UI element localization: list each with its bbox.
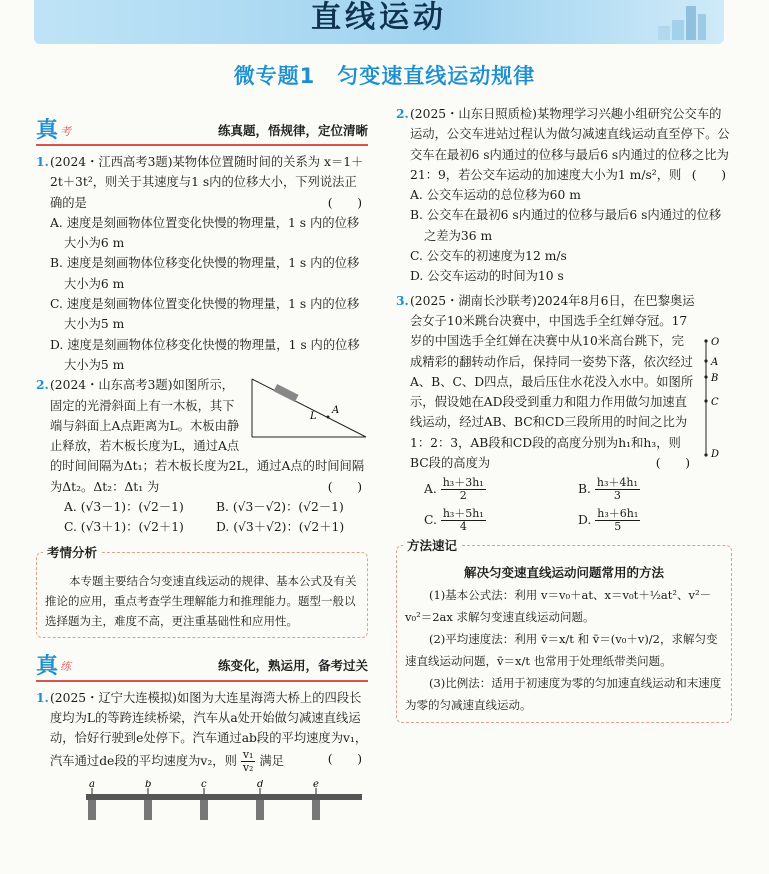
question-text: (2024・江西高考3题)某物体位置随时间的关系为 x＝1＋2t＋3t²，则关于其速度与1 s内的位移大小，下列说法正确的是 <box>50 155 364 210</box>
option-fraction <box>441 508 486 533</box>
fraction-numerator: h₃＋3h₁ <box>442 476 484 490</box>
question-text: (2025・山东日照质检)某物理学习兴趣小组研究公交车的运动，公交车进站过程认为做匀减速直线运动直至停下。公交车在最初6 s内通过的位移与最后6 s内通过的位移之比为21：9，若公交车运动的加速度大小为1 m/s²，则 <box>410 107 730 182</box>
question-text: (2025・湖南长沙联考)2024年8月6日，在巴黎奥运会女子10米跳台决赛中，中国选手全红婵夺冠。17岁的中国选手全红婵在决赛中从10米高台跳下，完成精彩的翻转动作后，保持同一姿势下落，依次经过A、B、C、D四点，最后压住水花没入水中。如图所示，假设她在AD段受到重力和阻力作用做匀加速直线运动，经过AB、BC和CD三段所用的时间之比为1：2：3，AB段和CD段的高度分别为h₁和h₃，则BC段的高度为 <box>410 293 695 471</box>
option-a: A. (√3－1)：(√2－1) <box>64 500 184 515</box>
option-d <box>578 508 732 533</box>
question-2 <box>36 375 368 537</box>
method-p2: (2)平均速度法：利用 v̄＝x/t 和 v̄＝(v₀＋v)/2，求解匀变速直线运动问题，v̄＝x/t 也常用于处理纸带类问题。 <box>405 632 718 669</box>
question-text: (2025・辽宁大连模拟)如图为大连星海湾大桥上的四段长度均为L的等跨连续桥梁，汽车从a处开始做匀减速直线运动，恰好行驶到e处停下。汽车通过ab段的平均速度为v₁，汽车通过de段的平均速度为v₂，则 <box>50 690 368 768</box>
section-slogan: 练真题，悟规律，定位清晰 <box>217 122 368 138</box>
method-p3: (3)比例法：适用于初速度为零的匀加速直线运动和末速度为零的匀减速直线运动。 <box>405 676 722 713</box>
option-c: C. 速度是刻画物体位置变化快慢的物理量，1 s 内的位移大小为5 m <box>50 297 360 332</box>
option-d: D. 速度是刻画物体位移变化快慢的物理量，1 s 内的位移大小为5 m <box>50 337 360 372</box>
option-d: D. 公交车运动的时间为10 s <box>410 269 564 284</box>
fraction-numerator: h₃＋4h₁ <box>596 476 638 490</box>
fraction-numerator: v₁ <box>242 747 254 761</box>
option-c: C. 公交车的初速度为12 m/s <box>410 249 567 264</box>
fraction-denominator: 4 <box>459 520 467 534</box>
point-d: D <box>711 448 720 459</box>
answer-paren: ( ) <box>327 751 362 766</box>
point-a: a <box>89 779 95 790</box>
option-b <box>578 477 732 502</box>
fraction-numerator: h₃＋5h₁ <box>442 507 484 521</box>
section-header-zhenkao <box>36 116 368 146</box>
point-d: d <box>257 779 264 790</box>
option-b: B. 公交车在最初6 s内通过的位移与最后6 s内通过的位移之差为36 m <box>410 208 722 243</box>
analysis-box <box>36 544 368 638</box>
point-o: O <box>711 336 720 348</box>
option-fraction <box>441 477 486 502</box>
point-b: B <box>711 372 719 384</box>
question-number: 1. <box>36 689 49 705</box>
option-a: A. 公交车运动的总位移为60 m <box>410 188 581 203</box>
answer-paren: ( ) <box>327 479 362 494</box>
option-row-cd <box>50 517 368 537</box>
option-label: A. <box>424 482 437 497</box>
question-r2 <box>396 104 732 287</box>
option-label: C. <box>424 513 437 528</box>
method-box <box>396 538 732 723</box>
option-row-ab <box>50 497 368 517</box>
question-number: 3. <box>396 292 409 308</box>
option-b: B. (√3－√2)：(√2－1) <box>216 500 344 515</box>
length-l-label: L <box>310 411 317 423</box>
option-a: A. 速度是刻画物体位置变化快慢的物理量，1 s 内的位移大小为6 m <box>50 215 360 251</box>
question-number: 2. <box>36 377 49 393</box>
right-column <box>396 104 732 723</box>
bridge-diagram <box>80 780 370 824</box>
skyline-decoration <box>636 4 716 40</box>
answer-paren: ( ) <box>327 195 362 210</box>
section-tag-big: 真 <box>36 118 59 143</box>
option-label: D. <box>578 513 592 528</box>
option-row-cd <box>410 508 732 533</box>
question-tail: 满足 <box>259 753 284 768</box>
section-tag-small: 练 <box>60 660 72 674</box>
analysis-text: 本专题主要结合匀变速直线运动的规律、基本公式及有关推论的应用，重点考查学生理解能力和推理能力。题型一般以选择题为主，难度不高，更注重基础性和应用性。 <box>45 573 357 628</box>
chapter-banner <box>34 0 724 44</box>
left-column <box>36 116 368 824</box>
point-a: A <box>711 356 719 368</box>
method-p1: (1)基本公式法：利用 v＝v₀＋at、x＝v₀t＋½at²、v²－v₀²＝2ax 求解匀变速直线运动问题。 <box>405 588 712 625</box>
section-tag-small: 考 <box>60 124 72 138</box>
question-1 <box>36 152 368 375</box>
answer-paren: ( ) <box>655 456 690 471</box>
fraction-denominator: v₂ <box>242 760 254 774</box>
option-d: D. (√3＋√2)：(√2＋1) <box>216 520 345 535</box>
option-fraction <box>595 477 640 502</box>
fraction-denominator: 3 <box>613 489 621 503</box>
section-tag-big: 真 <box>36 653 59 679</box>
answer-paren: ( ) <box>691 167 726 182</box>
question-number: 1. <box>36 154 49 169</box>
option-c: C. (√3＋1)：(√2＋1) <box>64 520 184 535</box>
method-title: 方法速记 <box>403 535 461 557</box>
fraction-denominator: 2 <box>459 489 467 503</box>
method-heading: 解决匀变速直线运动问题常用的方法 <box>463 565 664 581</box>
ratio-fraction <box>241 749 256 774</box>
option-a <box>424 477 578 502</box>
point-c: C <box>711 396 719 408</box>
point-a-label: A <box>332 405 340 417</box>
dive-diagram <box>700 335 730 459</box>
section-slogan: 练变化，熟运用，备考过关 <box>217 658 368 674</box>
analysis-title: 考情分析 <box>43 543 101 563</box>
point-b: b <box>145 779 152 790</box>
point-e: e <box>313 779 319 790</box>
option-fraction <box>595 508 640 533</box>
question-number: 2. <box>396 106 409 121</box>
question-r3 <box>396 291 732 534</box>
fraction-denominator: 5 <box>614 520 622 534</box>
question-text: (2024・山东高考3题)如图所示，固定的光滑斜面上有一木板，其下端与斜面上A点距离为L。木板由静止释放，若木板长度为L，通过A点的时间间隔为Δt₁；若木板长度为2L，通过A点的时间间隔为Δt₂。Δt₂：Δt₁ 为 <box>50 378 365 494</box>
option-b: B. 速度是刻画物体位移变化快慢的物理量，1 s 内的位移大小为6 m <box>50 256 360 291</box>
practice-question-1 <box>36 688 368 824</box>
option-c <box>424 508 578 533</box>
option-row-ab <box>410 477 732 502</box>
section-header-zhenlian <box>36 652 368 682</box>
subject-title: 微专题1 匀变速直线运动规律 <box>233 64 536 88</box>
option-label: B. <box>578 482 591 497</box>
fraction-numerator: h₃＋6h₁ <box>597 507 639 521</box>
point-c: c <box>201 779 207 790</box>
chapter-title: 直线运动 <box>311 0 447 35</box>
incline-diagram <box>250 375 368 439</box>
